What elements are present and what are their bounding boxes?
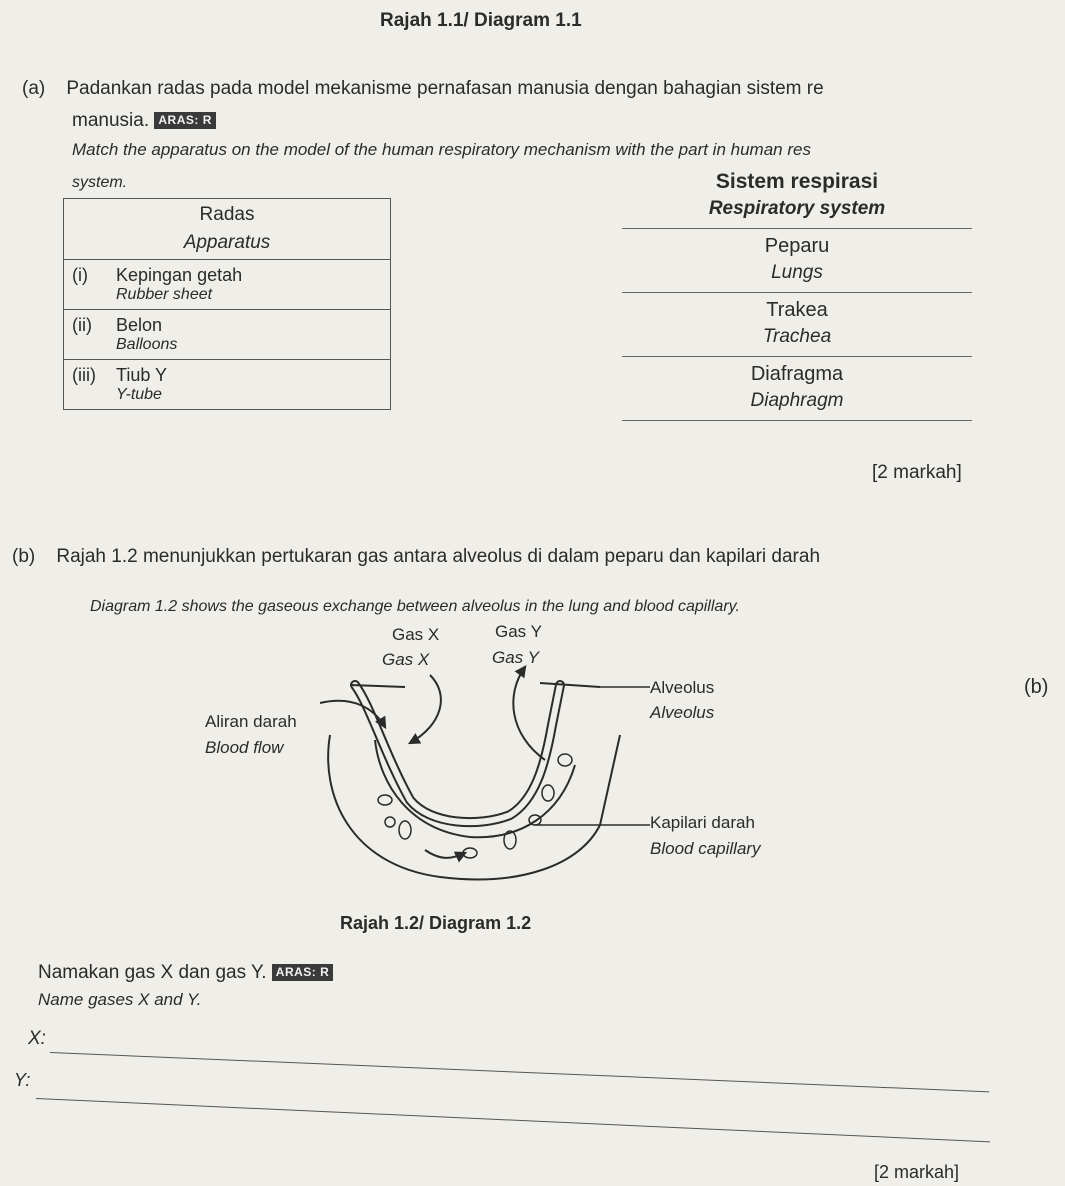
blood-flow-arrow-bottom	[425, 850, 465, 858]
apparatus-header-malay: Radas	[199, 204, 255, 225]
question-a-label: (a)	[22, 78, 46, 99]
diagram-title: Rajah 1.1/ Diagram 1.1	[380, 10, 582, 31]
blood-cell	[463, 848, 477, 858]
apparatus-header	[64, 199, 391, 260]
gas-x-label-malay: Gas X	[392, 625, 440, 644]
gas-y-label-english: Gas Y	[492, 648, 539, 667]
system-row-lungs[interactable]	[622, 229, 972, 293]
system-part-english: Diaphragm	[750, 390, 844, 411]
apparatus-malay: Tiub Y	[116, 365, 168, 385]
apparatus-english: Rubber sheet	[116, 286, 213, 303]
question-b-english: Diagram 1.2 shows the gaseous exchange between alveolus in the lung and blood capillary.	[90, 598, 740, 615]
diagram-caption: Rajah 1.2/ Diagram 1.2	[340, 913, 532, 933]
question-name-text-malay: Namakan gas X dan gas Y.	[38, 962, 267, 983]
question-name-english: Name gases X and Y.	[38, 990, 202, 1009]
blood-flow-label-malay: Aliran darah	[205, 712, 297, 731]
marks-b: [2 markah]	[874, 1162, 960, 1182]
level-badge-a: ARAS: R	[154, 112, 216, 129]
gas-x-label-english: Gas X	[382, 650, 430, 669]
answer-x-label: X:	[28, 1028, 46, 1049]
blood-cell	[399, 821, 411, 839]
apparatus-english: Balloons	[116, 336, 178, 353]
question-a-text-malay-2: manusia.	[72, 110, 150, 131]
apparatus-row-2[interactable]	[64, 310, 391, 360]
apparatus-malay: Belon	[116, 315, 163, 335]
blood-cell	[385, 817, 395, 827]
question-a-malay-line2	[72, 110, 216, 132]
gas-y-label-malay: Gas Y	[495, 622, 542, 641]
system-header-english: Respiratory system	[708, 198, 886, 219]
apparatus-header-english: Apparatus	[183, 232, 271, 253]
system-header	[622, 164, 972, 229]
apparatus-english: Y-tube	[116, 386, 162, 403]
apparatus-table	[63, 198, 391, 410]
question-name-malay	[38, 962, 333, 984]
gas-x-arrow	[410, 675, 441, 743]
blood-cell	[558, 754, 572, 766]
respiratory-system-table	[622, 164, 972, 421]
question-b-label: (b)	[12, 546, 36, 567]
apparatus-row-1[interactable]	[64, 260, 391, 310]
side-label-b: (b)	[1024, 676, 1049, 698]
answer-x-line[interactable]	[50, 1052, 989, 1092]
marks-a: [2 markah]	[872, 462, 962, 483]
system-part-malay: Peparu	[764, 235, 830, 257]
blood-cell	[542, 785, 554, 801]
apparatus-num: (iii)	[72, 365, 96, 385]
system-part-malay: Trakea	[766, 299, 828, 321]
capillary-label-english: Blood capillary	[650, 839, 761, 858]
apparatus-row-3[interactable]	[64, 360, 391, 410]
apparatus-malay: Kepingan getah	[116, 265, 243, 285]
question-a-english-line2: system.	[72, 174, 128, 191]
blood-cell	[529, 815, 541, 825]
system-header-malay: Sistem respirasi	[715, 170, 879, 193]
answer-y-line[interactable]	[36, 1098, 990, 1142]
question-a-malay	[22, 78, 824, 100]
apparatus-num: (i)	[72, 265, 88, 285]
alveolus-label-malay: Alveolus	[650, 678, 715, 697]
blood-cell	[378, 795, 392, 805]
gas-y-arrow	[513, 667, 545, 760]
system-part-malay: Diafragma	[750, 363, 844, 385]
system-part-english: Trachea	[762, 326, 832, 347]
level-badge-b: ARAS: R	[272, 964, 334, 981]
system-part-english: Lungs	[771, 262, 823, 283]
question-a-english: Match the apparatus on the model of the human respiratory mechanism with the part in human res	[72, 140, 811, 159]
question-a-text-malay: Padankan radas pada model mekanisme pernafasan manusia dengan bahagian sistem re	[66, 78, 824, 99]
blood-flow-label-english: Blood flow	[205, 738, 284, 757]
gas-exchange-diagram	[180, 615, 820, 905]
capillary-label-malay: Kapilari darah	[650, 813, 755, 832]
system-row-diaphragm[interactable]	[622, 357, 972, 421]
question-b-text-malay: Rajah 1.2 menunjukkan pertukaran gas antara alveolus di dalam peparu dan kapilari darah	[56, 546, 821, 567]
question-b-malay	[12, 546, 820, 568]
system-row-trachea[interactable]	[622, 293, 972, 357]
apparatus-num: (ii)	[72, 315, 92, 335]
answer-y-label: Y:	[14, 1070, 31, 1090]
alveolus-label-english: Alveolus	[650, 703, 715, 722]
